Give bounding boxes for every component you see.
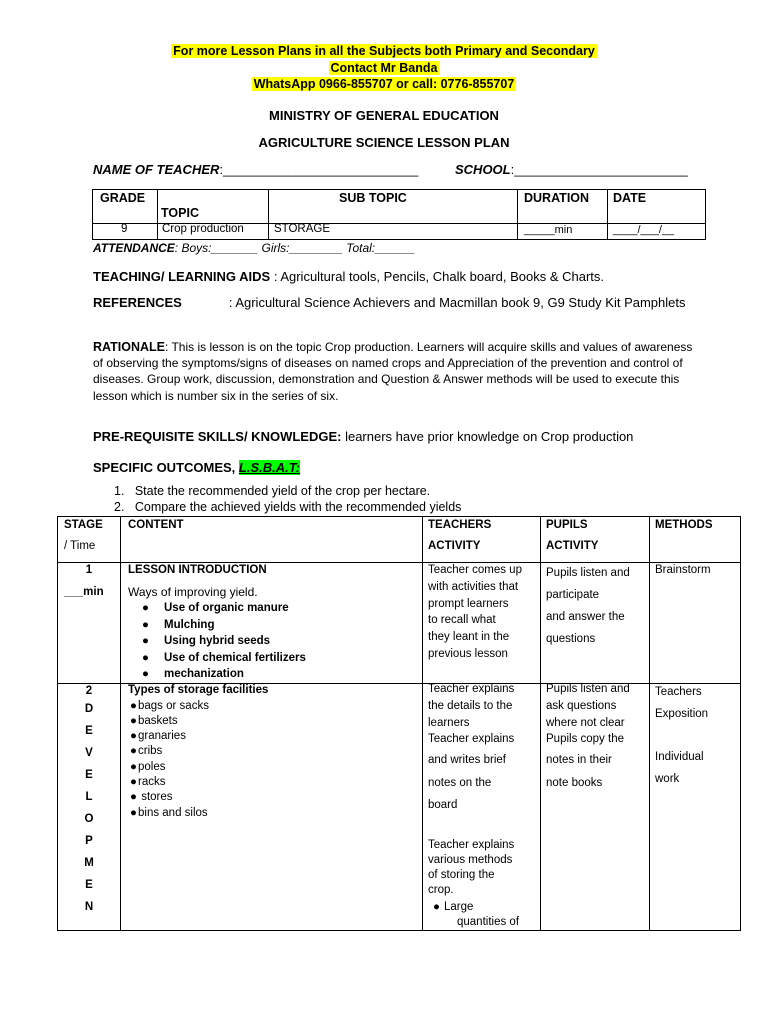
promo-banner (0, 43, 768, 93)
attendance-text: : Boys:_______ Girls:________ Total:______ (174, 241, 416, 255)
list-item: ● mechanization (142, 668, 244, 680)
outcome-item: 2. Compare the achieved yields with the recommended yields (114, 499, 462, 514)
teachers-activity-header: ACTIVITY (428, 540, 481, 552)
outcome-list (114, 484, 461, 515)
plan-title: AGRICULTURE SCIENCE LESSON PLAN (258, 135, 510, 150)
stage-number-1: 1 (85, 564, 93, 576)
rationale (93, 339, 693, 404)
outcomes-label: SPECIFIC OUTCOMES, (93, 460, 239, 475)
date-header: DATE (613, 191, 647, 205)
row2-content (128, 683, 418, 821)
list-item: ● Using hybrid seeds (142, 635, 271, 647)
grade-header: GRADE (100, 191, 146, 205)
list-item: ● Use of chemical fertilizers (142, 651, 306, 664)
rationale-label: RATIONALE (93, 340, 165, 354)
prereq-text: learners have prior knowledge on Crop production (341, 429, 634, 444)
subtopic-value: STORAGE (274, 223, 331, 235)
date-value: ____/___/__ (613, 224, 675, 236)
teachers-header: TEACHERS (428, 519, 492, 531)
stage-header: STAGE (64, 519, 103, 531)
pupils-header: PUPILS (546, 519, 588, 531)
ministry-heading: MINISTRY OF GENERAL EDUCATION (269, 108, 499, 123)
duration-value: _____min (524, 224, 573, 236)
teacher-name-line (93, 162, 418, 177)
pupils-activity-header: ACTIVITY (546, 540, 599, 552)
attendance-line (93, 241, 415, 255)
row1-methods: Brainstorm (655, 564, 711, 576)
stage-time-1: ___min (64, 586, 104, 598)
topic-value: Crop production (162, 223, 244, 235)
stage-number-2: 2 (85, 685, 93, 697)
storage-list (128, 699, 418, 821)
list-item: ● baskets (130, 714, 178, 727)
aids-label: TEACHING/ LEARNING AIDS (93, 269, 271, 284)
lsbat-highlight: L.S.B.A.T: (238, 460, 301, 475)
list-item: ● cribs (130, 745, 163, 758)
topic-header: TOPIC (161, 206, 199, 220)
list-item: ● stores (130, 791, 173, 804)
row1-teacher-activity: Teacher comes up with activities that prompt learners to recall what they leant in the previous lesson (428, 564, 522, 660)
intro-text: Ways of improving yield. (128, 584, 258, 599)
teacher-blank: :___________________________ (219, 162, 419, 177)
row2-teacher-activity: Teacher explains the details to the learners Teacher explains and writes brief notes on the board Teacher explains various methods of storing the crop. ● Large quantities of (428, 683, 520, 928)
content-header: CONTENT (128, 519, 184, 531)
teacher-label: NAME OF TEACHER (93, 162, 220, 177)
methods-header: METHODS (655, 519, 713, 531)
references-text: : Agricultural Science Achievers and Macmillan book 9, G9 Study Kit Pamphlets (181, 295, 686, 310)
specific-outcomes (93, 459, 300, 476)
subtopic-header: SUB TOPIC (339, 191, 407, 205)
prereq-label: PRE-REQUISITE SKILLS/ KNOWLEDGE: (93, 429, 342, 444)
list-item: ● Mulching (142, 618, 215, 631)
lesson-table: STAGE / Time CONTENT TEACHERS ACTIVITY PUPILS ACTIVITY METHODS 1 ___min LESSON INTRODUCTION Ways of improving yield. ● Use of organic manure ● Mulching ● Using hybrid seeds ● Use of chemical fertilizers ● mechanization Teacher comes up with activities that prompt learners to recall what they leant in the previous lesson Pupils listen and participate and answer the questions Brainstorm 2 D E V E L O P M E N Types of storage facilities ● bags or sacks ● baskets ● granaries ● cribs ● poles ● racks ● stores ● bins and silos Teacher explains the details to the learners Teacher explains and writes brief notes on the board Teacher explains various methods of storing the crop. ● Large quantities of Pupils listen and ask questions where not clear Pupils copy the notes in their note books Teachers Exposition Individual work (57, 516, 741, 931)
attendance-label: ATTENDANCE (93, 241, 175, 255)
school-label: SCHOOL (455, 162, 511, 177)
rationale-text: : This is lesson is on the topic Crop production. Learners will acquire skills and values of awareness of observing the symptoms/signs of diseases on named crops and Appreciation of the prevention and control of diseases. Group work, discussion, demonstration and Question & Answer methods will be used to execute this lesson which is number six in the series of six. (93, 340, 693, 403)
list-item: ● racks (130, 775, 166, 788)
references-label: REFERENCES (93, 295, 182, 310)
storage-title: Types of storage facilities (128, 684, 269, 696)
school-line (455, 162, 688, 177)
list-item: ● bags or sacks (130, 699, 209, 712)
yield-list (128, 600, 418, 683)
row1-content (128, 562, 418, 683)
prerequisite-skills (93, 428, 633, 445)
grade-table (92, 189, 706, 240)
time-header: / Time (64, 540, 96, 552)
row2-methods: Teachers Exposition Individual work (655, 686, 709, 785)
list-item: ● granaries (130, 730, 186, 743)
list-item: ● poles (130, 760, 166, 773)
list-item: ● Use of organic manure (142, 602, 289, 614)
aids-text: : Agricultural tools, Pencils, Chalk board, Books & Charts. (270, 269, 605, 284)
grade-value: 9 (121, 223, 128, 235)
intro-title: LESSON INTRODUCTION (128, 564, 267, 576)
list-item: ● bins and silos (130, 806, 208, 819)
banner-line-1: For more Lesson Plans in all the Subjects both Primary and Secondary (173, 44, 595, 58)
banner-line-3: WhatsApp 0966-855707 or call: 0776-855707 (253, 77, 515, 91)
duration-header: DURATION (524, 191, 590, 205)
banner-line-2: Contact Mr Banda (330, 60, 438, 75)
school-blank: :________________________ (510, 162, 688, 177)
teaching-aids (93, 268, 604, 285)
row1-pupil-activity: Pupils listen and participate and answer the questions (546, 567, 630, 645)
row2-pupil-activity: Pupils listen and ask questions where not clear Pupils copy the notes in their note books (546, 683, 630, 789)
outcome-item: 1. State the recommended yield of the crop per hectare. (114, 484, 431, 498)
references (93, 294, 693, 311)
